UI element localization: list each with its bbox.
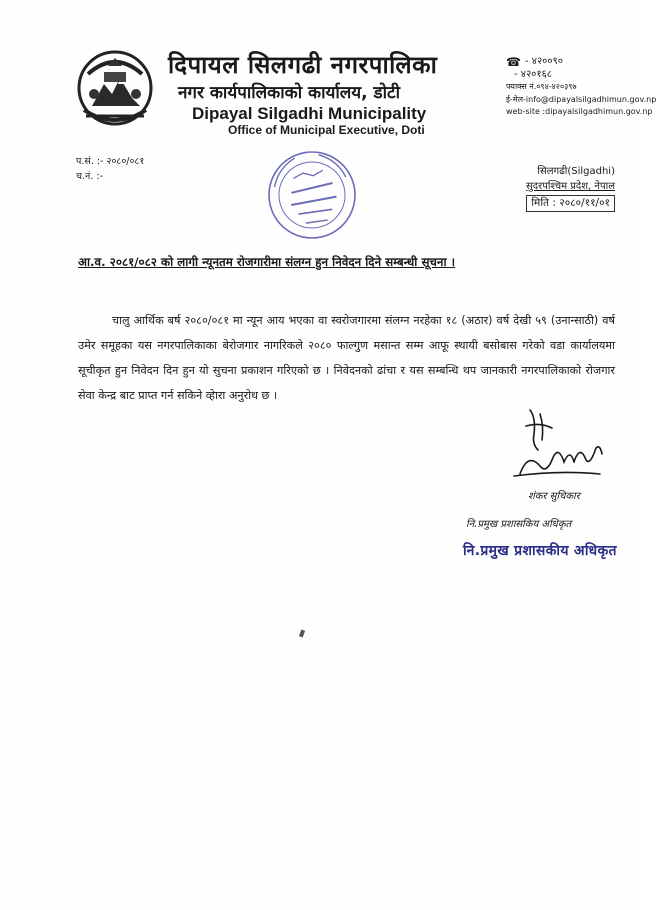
phone-2: - ४२०१६८ [514, 68, 552, 80]
email-address: ई-मेल-info@dipayalsilgadhimun.gov.np [506, 94, 656, 104]
office-subtitle-nepali: नगर कार्यपालिकाको कार्यालय, डोटी [178, 83, 400, 103]
office-subtitle-english: Office of Municipal Executive, Doti [228, 123, 425, 137]
telephone-icon: ☎ [506, 55, 521, 69]
reference-numbers [76, 154, 144, 184]
phone-row [506, 56, 634, 69]
website: web-site :dipayalsilgadhimun.gov.np [506, 107, 653, 116]
contact-block [506, 55, 656, 119]
letter-date: मिति : २०८०/११/०१ [526, 195, 615, 212]
office-stamp [256, 146, 368, 244]
notice-body: चालु आर्थिक बर्ष २०८०/०८१ मा न्यून आय भएका वा स्वरोजगारमा संलग्न नरहेका १८ (अठार) वर्ष देखी ५९ (उनान्साठी) वर्ष उमेर समूहका यस नगरपालिकाका बेरोजगार नागरिकले २०८० फाल्गुण मसान्त सम्म आफू स्थायी बसोबास गरेको वडा कार्यालयमा सूचीकृत हुन निवेदन दिन हुन यो सुचना प्रकाशन गरिएको छ । निवेदनको ढांचा र यस सम्बन्धि थप जानकारी नगरपालिकाको रोजगार सेवा केन्द्र बाट प्राप्त गर्न सकिने व्हेारा अनुरोध छ । [78, 314, 615, 402]
letter-number: प.सं. :- २०८०/०८१ [76, 156, 145, 167]
signer-name: शंकर सुचिकार [528, 491, 580, 502]
municipality-title-english: Dipayal Silgadhi Municipality [192, 104, 427, 123]
municipality-title-nepali: दिपायल सिलगढी नगरपालिका [168, 51, 438, 79]
notice-subject: आ.व. २०८१/०८२ को लागी न्यूनतम रोजगारीमा संलग्न हुन निवेदन दिने सम्बन्धी सूचना । [78, 255, 456, 269]
signer-designation: नि.प्रमुख प्रशासकिय अधिकृत [466, 519, 572, 530]
handwritten-signature [500, 404, 610, 480]
designation-stamp: नि.प्रमुख प्रशासकीय अधिकृत [463, 543, 617, 559]
stray-mark [299, 630, 305, 638]
province-name: सुदरपश्चिम प्रदेश, नेपाल [526, 181, 615, 192]
nepal-emblem-icon [74, 44, 156, 128]
dispatch-number: च.नं. :- [76, 171, 103, 182]
fax-number: फ्याक्स नं.०९४-४२०३९७ [506, 82, 577, 91]
phone-1: - ४२००९० [524, 56, 563, 67]
address-block [490, 164, 615, 212]
city-name: सिलगढी(Silgadhi) [537, 166, 615, 177]
